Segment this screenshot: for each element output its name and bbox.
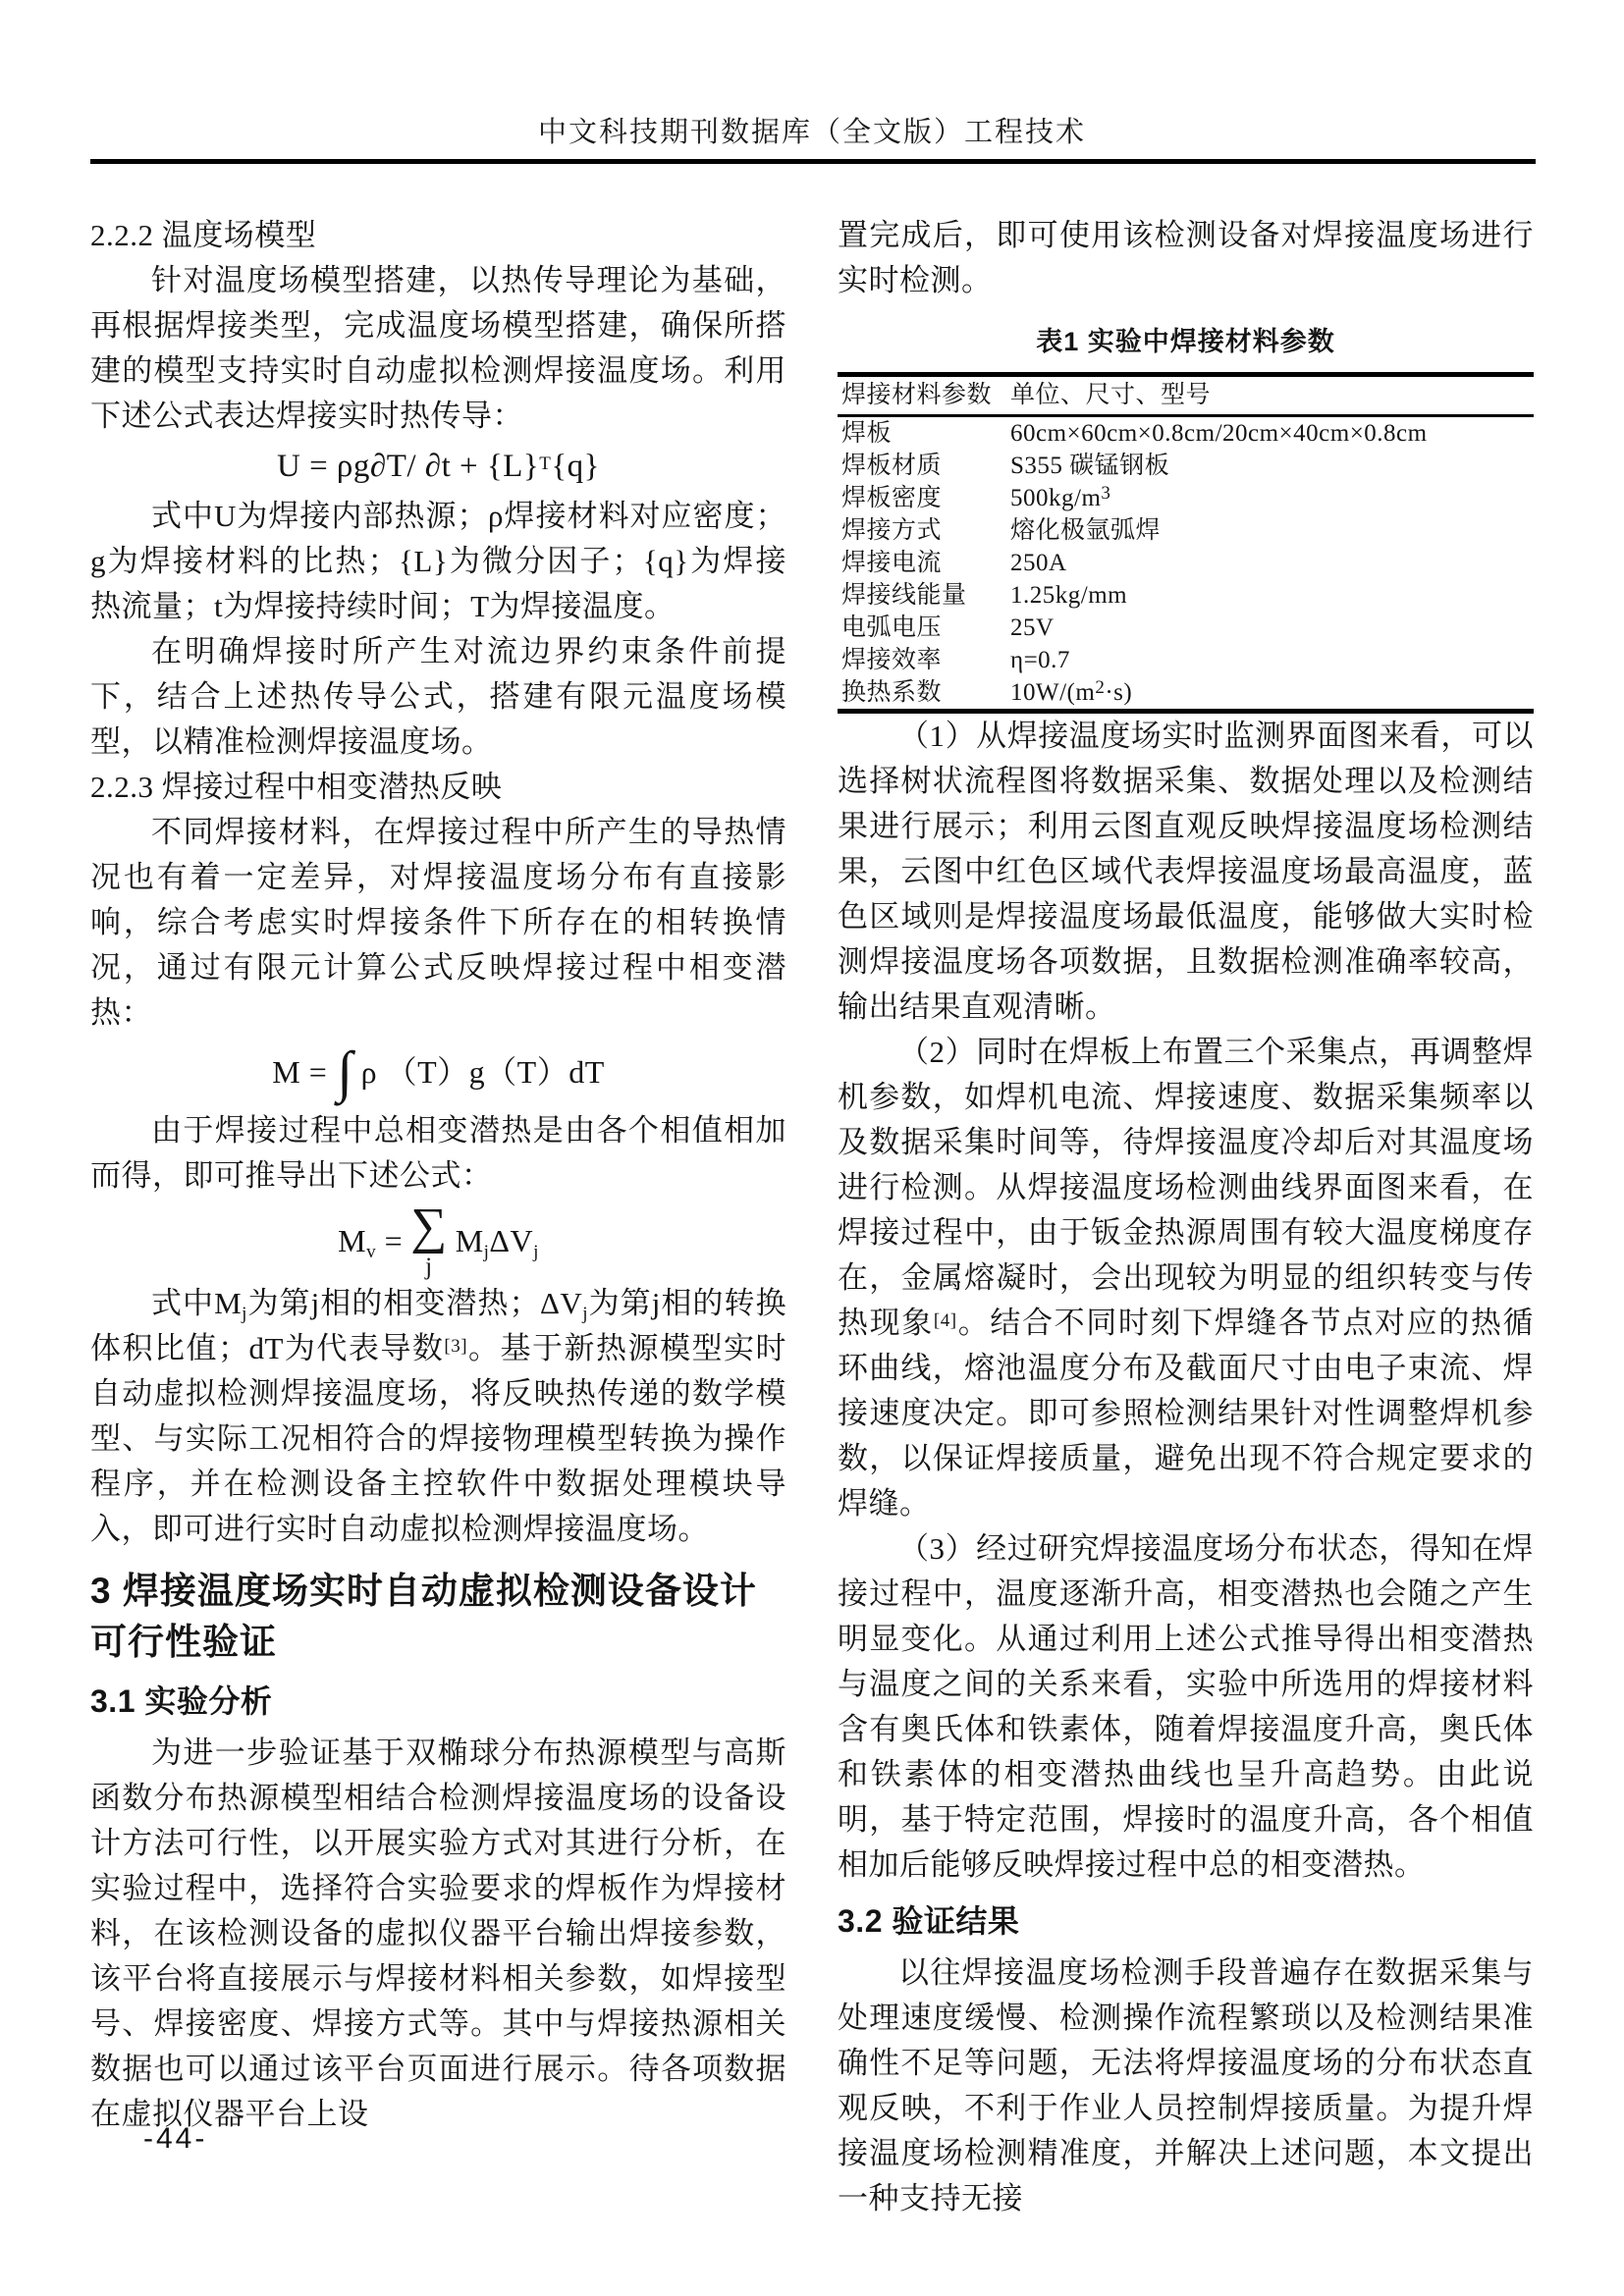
param-label: 焊接效率 [841,647,943,673]
param-label: 焊板材质 [841,453,943,479]
paragraph-formula3-explain: 式中$M_j$为第j相的相变潜热；$\Delta V_j$为第j相的转换体积比值；dT为代表导数[3]。基于新热源模型实时自动虚拟检测焊接温度场，将反映热传递的数学模型、与实际工况相符合的焊接物理模型转换为操作程序，并在检测设备主控软件中数据处理模块导入，即可进行实时自动虚拟检测焊接温度场。 [90,1286,786,1547]
two-column-body [0,213,1624,2221]
journal-header-title: 中文科技期刊数据库（全文版）工程技术 [537,117,1086,148]
sum-stack [410,1199,448,1281]
welding-parameters-table [838,372,1534,714]
param-value: $10W/(m^2\cdot s)$ [1010,677,1133,706]
param-value: η=0.7 [1010,647,1070,673]
paragraph-latent-heat-intro: 不同焊接材料，在焊接过程中所产生的导热情况也有着一定差异，对焊接温度场分布有直接影响，综合考虑实时焊接条件下所存在的相转换情况，通过有限元计算公式反映焊接过程中相变潜热： [90,815,786,1030]
formula3-sub-j2: j [533,1241,539,1262]
heading-3-1: 3.1 实验分析 [90,1683,273,1720]
param-label: 焊接线能量 [841,582,967,609]
table-1-title: 表1 实验中焊接材料参数 [1036,327,1335,356]
param-value: 250A [1010,550,1067,576]
paragraph-temp-field-model: 针对温度场模型搭建，以热传导理论为基础，再根据焊接类型，完成温度场模型搭建，确保所搭建的模型支持实时自动虚拟检测焊接温度场。利用下述公式表达焊接实时热传导： [90,263,786,433]
table-row [838,482,1534,514]
paragraph-result-1: （1）从焊接温度场实时监测界面图来看，可以选择树状流程图将数据采集、数据处理以及检测结果进行展示；利用云图直观反映焊接温度场检测结果，云图中红色区域代表焊接温度场最高温度，蓝色区域则是焊接温度场最低温度，能够做大实时检测焊接温度场各项数据，且数据检测准确率较高，输出结果直观清晰。 [838,719,1534,1024]
paragraph-sum-derivation: 由于焊接过程中总相变潜热是由各个相值相加而得，即可推导出下述公式： [90,1113,786,1193]
paragraph-continuation: 置完成后，即可使用该检测设备对焊接温度场进行实时检测。 [838,218,1534,297]
table-row [838,450,1534,482]
right-column [838,213,1534,2221]
table-row [838,416,1534,451]
page-number: -44- [143,2122,208,2155]
param-value: 60cm×60cm×0.8cm/20cm×40cm×0.8cm [1010,420,1428,447]
formula1-tail: {q} [551,449,600,484]
param-label: 换热系数 [841,679,943,706]
header-rule [90,159,1536,164]
paragraph-experiment-analysis: 为进一步验证基于双椭球分布热源模型与高斯函数分布热源模型相结合检测焊接温度场的设备设计方法可行性，以开展实验方式对其进行分析，在实验过程中，选择符合实验要求的焊板作为焊接材料，在该检测设备的虚拟仪器平台输出焊接参数，该平台将直接展示与焊接材料相关参数，如焊接型号、焊接密度、焊接方式等。其中与焊接热源相关数据也可以通过该平台页面进行展示。待各项数据在虚拟仪器平台上设 [90,1735,786,2132]
param-value: S355 碳锰钢板 [1010,453,1170,479]
heading-section-3: 3 焊接温度场实时自动虚拟检测设备设计可行性验证 [90,1571,757,1663]
table-row [838,514,1534,547]
left-column [90,213,786,2221]
table-col1-header: 焊接材料参数 [841,382,993,408]
paragraph-boundary-condition: 在明确焊接时所产生对流边界约束条件前提下，结合上述热传导公式，搭建有限元温度场模型，以精准检测焊接温度场。 [90,634,786,759]
param-value: 熔化极氩弧焊 [1010,517,1162,544]
formula2-rhs: ρ （T）g（T）dT [360,1053,605,1090]
table-row [838,612,1534,644]
param-label: 焊板 [841,420,893,447]
formula1-body: U = ρg∂T/ ∂t + {L} [276,449,540,484]
formula3-sub-v: v [366,1241,377,1262]
param-label: 焊接方式 [841,517,943,544]
formula3-sub-j1: j [483,1241,490,1262]
table-row [838,644,1534,676]
formula-total-latent-heat [90,1199,786,1281]
param-label: 电弧电压 [841,614,943,641]
heading-3-2: 3.2 验证结果 [838,1903,1020,1939]
table-row [838,579,1534,612]
paragraph-result-2: （2）同时在焊板上布置三个采集点，再调整焊机参数，如焊机电流、焊接速度、数据采集频率以及数据采集时间等，待焊接温度冷却后对其温度场进行检测。从焊接温度场检测曲线界面图来看，在焊接过程中，由于钣金热源周围有较大温度梯度存在，金属熔凝时，会出现较为明显的组织转变与传热现象[4]。结合不同时刻下焊缝各节点对应的热循环曲线，熔池温度分布及截面尺寸由电子束流、焊接速度决定。即可参照检测结果针对性调整焊机参数，以保证焊接质量，避免出现不符合规定要求的焊缝。 [838,1035,1534,1521]
paragraph-formula1-explain: 式中U为焊接内部热源；ρ焊接材料对应密度；g为焊接材料的比热；{L}为微分因子；{q}为焊接热流量；t为焊接持续时间；T为焊接温度。 [90,499,786,623]
table-header-row [838,375,1534,416]
sigma-sign: ∑ [410,1199,448,1255]
formula1-sup-T: T [539,454,552,474]
heading-2-2-3: 2.2.3 焊接过程中相变潜热反映 [90,770,503,804]
param-value: $500kg/m^3$ [1010,483,1111,511]
sigma-index-j: j [425,1254,433,1281]
table-col2-header: 单位、尺寸、型号 [1010,382,1212,408]
param-value: 25V [1010,614,1055,641]
formula3-rhs: $M_j\Delta V_j$ [455,1222,539,1262]
table-row [838,676,1534,712]
paragraph-verification-result: 以往焊接温度场检测手段普遍存在数据采集与处理速度缓慢、检测操作流程繁琐以及检测结果准确性不足等问题，无法将焊接温度场的分布状态直观反映，不利于作业人员控制焊接质量。为提升焊接温度场检测精准度，并解决上述问题，本文提出一种支持无接 [838,1955,1534,2216]
heading-2-2-2: 2.2.2 温度场模型 [90,218,317,252]
param-value: 1.25kg/mm [1010,582,1128,609]
paragraph-result-3: （3）经过研究焊接温度场分布状态，得知在焊接过程中，温度逐渐升高，相变潜热也会随之产生明显变化。从通过利用上述公式推导得出相变潜热与温度之间的关系来看，实验中所选用的焊接材料含有奥氏体和铁素体，随着焊接温度升高，奥氏体和铁素体的相变潜热曲线也呈升高趋势。由此说明，基于特定范围，焊接时的温度升高，各个相值相加后能够反映焊接过程中总的相变潜热。 [838,1531,1534,1882]
formula2-lhs: M = [272,1053,328,1090]
integral-sign: ∫ [337,1040,353,1103]
param-label: 焊板密度 [841,485,943,511]
formula3-lhs: $M_v$ = [338,1222,404,1262]
formula-heat-conduction [90,441,786,492]
param-label: 焊接电流 [841,550,943,576]
table-row [838,547,1534,579]
formula-latent-heat-integral [90,1040,786,1103]
